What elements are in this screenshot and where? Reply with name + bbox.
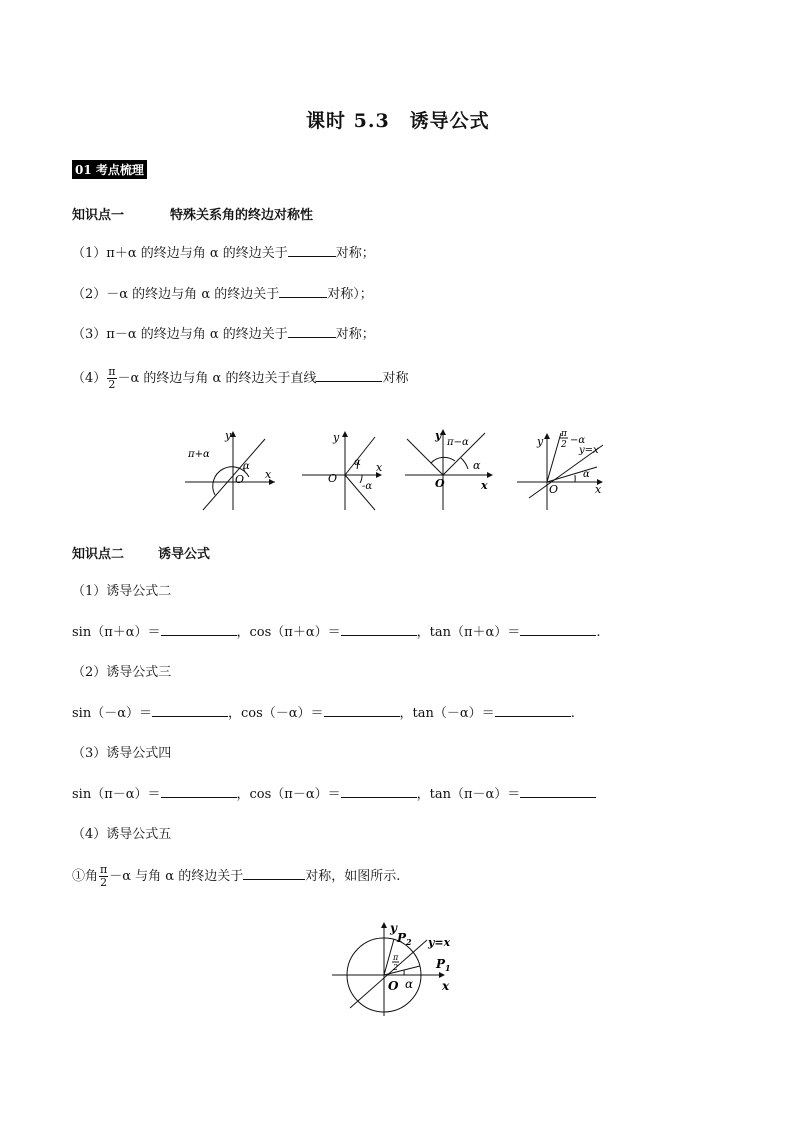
answer-blank[interactable]	[243, 866, 305, 880]
kp1-item-1	[72, 242, 375, 261]
figure-pi-minus-alpha	[405, 425, 505, 515]
formula-group-title: （3）诱导公式四	[72, 746, 172, 761]
formula-tan: ，tan（π＋α）＝	[416, 625, 521, 640]
answer-blank[interactable]	[341, 784, 417, 798]
formula-tan: ，tan（－α）＝	[399, 706, 495, 721]
item-text: －α 的终边与角 α 的终边关于直线	[117, 371, 317, 386]
formula-end: .	[570, 706, 575, 721]
item-prefix: （4）	[72, 371, 107, 386]
figure-pi-plus-alpha	[185, 425, 285, 515]
kp1-item-3	[72, 323, 375, 342]
figure-neg-alpha	[300, 425, 390, 515]
formula5-prefix: ①角	[72, 869, 99, 884]
fig5-p1	[435, 957, 451, 973]
fig4-frac-num: π	[561, 429, 567, 439]
answer-blank[interactable]	[495, 703, 571, 717]
frac-den: 2	[100, 876, 108, 889]
fig1-x: x	[265, 468, 272, 481]
fig5-line: y=x	[428, 936, 451, 949]
kp2-label: 知识点二	[72, 547, 125, 562]
fig5-x: x	[442, 979, 450, 993]
fig2-o: O	[328, 472, 338, 485]
fig5-frac-den: 2	[393, 963, 399, 972]
item-suffix: 对称；	[335, 327, 375, 342]
formula-sin: sin（π－α）＝	[72, 787, 161, 802]
answer-blank[interactable]	[520, 784, 596, 798]
formula-line	[72, 702, 575, 721]
fig1-alpha: α	[243, 461, 250, 472]
answer-blank[interactable]	[161, 622, 237, 636]
fig3-x: x	[481, 479, 488, 492]
kp1-item-2	[72, 283, 373, 302]
fig5-p2	[396, 931, 412, 947]
kp2-heading: 诱导公式	[158, 547, 211, 562]
page-title: 课时 5.3 诱导公式	[306, 110, 490, 132]
item-suffix: 对称	[382, 371, 409, 386]
answer-blank[interactable]	[161, 784, 237, 798]
frac-den: 2	[108, 378, 116, 391]
item-suffix: 对称；	[335, 246, 375, 261]
fig1-angle: π+α	[188, 449, 210, 460]
answer-blank[interactable]	[324, 703, 400, 717]
formula-sin: sin（－α）＝	[72, 706, 152, 721]
fig4-x: x	[595, 483, 602, 496]
fig3-y: y	[435, 429, 442, 442]
fig5-y: y	[390, 921, 397, 935]
fig2-neg: -α	[362, 481, 373, 492]
kp1-item-4	[72, 366, 409, 391]
fraction	[99, 864, 108, 889]
formula-end: .	[596, 625, 601, 640]
fig2-alpha: α	[354, 457, 361, 468]
item-suffix: 对称）；	[327, 287, 373, 302]
fig4-frac-den: 2	[561, 440, 567, 450]
fig4-line: y=x	[579, 445, 599, 456]
fraction	[107, 366, 116, 391]
item-text: （2）－α 的终边与角 α 的终边关于	[72, 287, 280, 302]
formula-cos: ，cos（π－α）＝	[236, 787, 341, 802]
answer-blank[interactable]	[288, 324, 336, 338]
fig1-y: y	[225, 429, 232, 442]
fig4-angle: −α	[570, 435, 586, 446]
fig4-o: O	[549, 483, 559, 496]
formula-line	[72, 621, 600, 640]
kp1-label: 知识点一	[72, 208, 125, 223]
fig1-o: O	[235, 473, 245, 486]
formula5-suffix: 对称，如图所示.	[305, 869, 401, 884]
section-badge: 01 考点梳理	[72, 160, 147, 179]
formula-line	[72, 783, 596, 802]
fig3-angle: π−α	[447, 437, 469, 448]
formula-cos: ，cos（π＋α）＝	[236, 625, 341, 640]
p2-sub: 2	[406, 937, 412, 947]
formula-group-title: （2）诱导公式三	[72, 665, 172, 680]
p1-sub: 1	[445, 963, 451, 973]
fig4-y: y	[537, 435, 544, 448]
frac-num: π	[100, 863, 108, 876]
figure-half-pi-minus-alpha	[515, 425, 615, 515]
fig2-x: x	[376, 461, 383, 474]
answer-blank[interactable]	[279, 284, 327, 298]
answer-blank[interactable]	[152, 703, 228, 717]
formula-group-title: （4）诱导公式五	[72, 827, 172, 842]
p2-letter: P	[397, 931, 407, 945]
formula-sin: sin（π＋α）＝	[72, 625, 161, 640]
formula5-line	[72, 864, 400, 889]
fig3-o: O	[435, 477, 445, 490]
formula-group-title: （1）诱导公式二	[72, 584, 172, 599]
item-text: （1）π＋α 的终边与角 α 的终边关于	[72, 246, 288, 261]
item-text: （3）π－α 的终边与角 α 的终边关于	[72, 327, 288, 342]
answer-blank[interactable]	[520, 622, 596, 636]
formula-cos: ，cos（－α）＝	[227, 706, 324, 721]
answer-blank[interactable]	[288, 243, 336, 257]
formula-tan: ，tan（π－α）＝	[416, 787, 521, 802]
frac-num: π	[108, 365, 116, 378]
formula5-mid: －α 与角 α 的终边关于	[109, 869, 244, 884]
p1-letter: P	[436, 957, 446, 971]
fig5-frac-num: π	[393, 953, 399, 962]
answer-blank[interactable]	[316, 368, 382, 382]
answer-blank[interactable]	[341, 622, 417, 636]
fig5-o: O	[388, 979, 399, 993]
fig5-alpha: α	[405, 977, 414, 991]
kp1-heading: 特殊关系角的终边对称性	[170, 208, 314, 223]
fig3-alpha: α	[473, 459, 481, 472]
fig2-y: y	[333, 431, 340, 444]
figure-unit-circle	[332, 918, 462, 1018]
fig4-alpha: α	[583, 469, 590, 480]
